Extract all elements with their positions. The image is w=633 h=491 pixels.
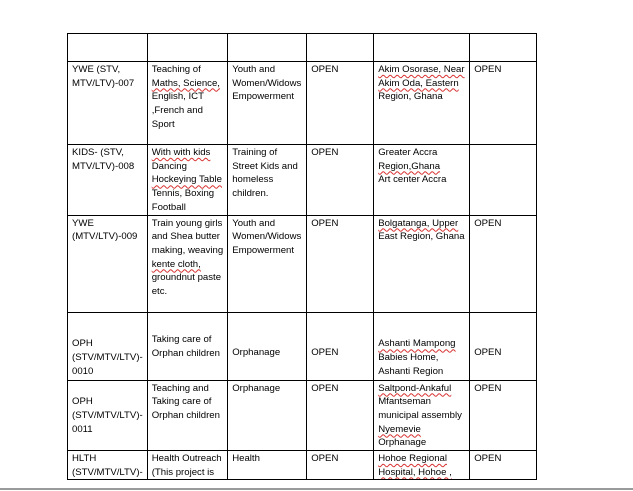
status-cell (307, 451, 374, 480)
cell-line: MTV/LTV)-007 (72, 77, 135, 89)
cell-line: OPH (72, 396, 93, 408)
activity-cell (147, 380, 227, 451)
table-row (68, 62, 537, 145)
cell-line: and Shea butter (151, 231, 220, 243)
cell-line: children. (232, 188, 269, 200)
cell-line: KIDS- (STV, (72, 147, 124, 158)
activity-cell (147, 34, 227, 62)
activity-cell (147, 145, 227, 216)
cell-line: Greater Accra (378, 147, 438, 158)
category-cell (228, 34, 307, 62)
cell-line: municipal assembly (378, 409, 462, 421)
cell-line: 0010 (72, 365, 94, 377)
status-cell (307, 215, 374, 312)
cell-line: Maths, Science, (151, 77, 220, 89)
table-row (68, 145, 537, 216)
cell-line: Art center Accra (378, 174, 447, 186)
cell-line: kente cloth, (151, 258, 201, 270)
cell-line: 0011 (72, 423, 93, 435)
activity-cell (147, 62, 227, 145)
cell-line: homeless (232, 174, 274, 186)
cell-line: OPEN (474, 217, 502, 229)
cell-line: groundnut paste (151, 272, 222, 284)
cell-line: (STV/MTV/LTV)- (72, 352, 143, 364)
category-cell (228, 451, 307, 480)
cell-line: Ashanti Mampong (378, 338, 456, 350)
table-row (68, 215, 537, 312)
cell-line: Region, Ghana (378, 91, 443, 103)
location-cell (374, 145, 470, 216)
cell-line: YWE (72, 217, 94, 229)
cell-line: Tennis, Boxing (151, 188, 215, 200)
cell-line: Dancing (151, 160, 187, 172)
cell-line: East Region, Ghana (378, 231, 465, 243)
location-cell (374, 34, 470, 62)
cell-line: Mfantseman (378, 396, 431, 408)
page-bottom-edge (0, 488, 633, 490)
category-cell (228, 215, 307, 312)
cell-line: OPEN (311, 64, 339, 75)
status2-cell (470, 145, 537, 216)
cell-line: Babies Home, (378, 352, 439, 364)
cell-line: With with kids (151, 147, 211, 158)
cell-line: (STV/MTV/LTV)- (72, 409, 143, 421)
cell-line: Orphanage (378, 437, 427, 449)
cell-line: HLTH (72, 453, 97, 465)
status-cell (307, 62, 374, 145)
cell-line: Empowerment (232, 91, 295, 103)
cell-line: Health (232, 453, 260, 465)
cell-line: Health Outreach (151, 453, 222, 465)
project-table (67, 33, 537, 480)
cell-line: YWE (STV, (72, 64, 121, 75)
cell-line: Football (151, 201, 186, 213)
category-cell (228, 312, 307, 380)
cell-line: OPEN (474, 347, 502, 359)
table-row (68, 312, 537, 380)
cell-line: Hohoe Regional (378, 453, 447, 465)
status-cell (307, 145, 374, 216)
cell-line: Youth and (232, 217, 276, 229)
cell-line: Region,Ghana (378, 160, 441, 172)
project-id-cell (68, 215, 148, 312)
cell-line: ,French and (151, 105, 203, 117)
cell-line: making, weaving (151, 244, 224, 256)
cell-line: Taking care of (151, 396, 212, 408)
cell-line: Train young girls (151, 217, 223, 229)
activity-cell (147, 451, 227, 480)
status2-cell (470, 380, 537, 451)
cell-line: Street Kids and (232, 160, 298, 172)
table-row (68, 380, 537, 451)
cell-line: Orphan children (151, 409, 220, 421)
cell-line: OPEN (311, 217, 339, 229)
cell-line: (STV/MTV/LTV)- (72, 466, 143, 478)
project-id-cell (68, 380, 148, 451)
cell-line: Teaching of (151, 64, 201, 75)
location-cell (374, 451, 470, 480)
cell-line: (MTV/LTV)-009 (72, 231, 138, 243)
status-cell (307, 34, 374, 62)
status2-cell (470, 215, 537, 312)
category-cell (228, 380, 307, 451)
project-id-cell (68, 145, 148, 216)
category-cell (228, 62, 307, 145)
project-id-cell (68, 451, 148, 480)
cell-line: Akim Osorase, Near (378, 64, 465, 75)
cell-line: Akim Oda, Eastern (378, 77, 459, 89)
cell-line: OPH (72, 338, 93, 350)
cell-line: Women/Widows (232, 231, 302, 243)
activity-cell (147, 215, 227, 312)
status-cell (307, 312, 374, 380)
cell-line: Sport (151, 118, 175, 130)
cell-line: OPEN (311, 382, 339, 394)
cell-line: Orphanage (232, 382, 281, 394)
project-id-cell (68, 62, 148, 145)
cell-line: Hockeying Table (151, 174, 222, 186)
location-cell (374, 215, 470, 312)
cell-line: Taking care of (151, 333, 212, 345)
category-cell (228, 145, 307, 216)
cell-line: Orphan children (151, 347, 220, 359)
cell-line: Hospital, Hohoe , (378, 466, 452, 478)
cell-line: OPEN (311, 453, 339, 465)
cell-line: Saltpond-Ankaful (378, 382, 452, 394)
status2-cell (470, 451, 537, 480)
location-cell (374, 312, 470, 380)
cell-line: Bolgatanga, Upper (378, 217, 459, 229)
cell-line: OPEN (311, 147, 339, 158)
status-cell (307, 380, 374, 451)
project-id-cell (68, 312, 148, 380)
cell-line: English, ICT (151, 91, 204, 103)
activity-cell (147, 312, 227, 380)
table-row (68, 451, 537, 480)
cell-line: etc. (151, 286, 168, 298)
cell-line: OPEN (474, 453, 502, 465)
cell-line: Women/Widows (232, 77, 302, 89)
cell-line: Youth and (232, 64, 276, 75)
cell-line: Ashanti Region (378, 365, 444, 377)
cell-line: OPEN (474, 64, 502, 75)
cell-line: OPEN (474, 382, 502, 394)
cell-line: OPEN (311, 347, 339, 359)
cell-line: Orphanage (232, 347, 281, 359)
status2-cell (470, 34, 537, 62)
location-cell (374, 380, 470, 451)
location-cell (374, 62, 470, 145)
status2-cell (470, 312, 537, 380)
cell-line: Training of (232, 147, 278, 158)
cell-line: Teaching and (151, 382, 209, 394)
status2-cell (470, 62, 537, 145)
table-row (68, 34, 537, 62)
project-id-cell (68, 34, 148, 62)
cell-line: Empowerment (232, 244, 295, 256)
cell-line: MTV/LTV)-008 (72, 160, 135, 172)
cell-line: Nyemevie (378, 423, 421, 435)
cell-line: (This project is (151, 466, 215, 478)
